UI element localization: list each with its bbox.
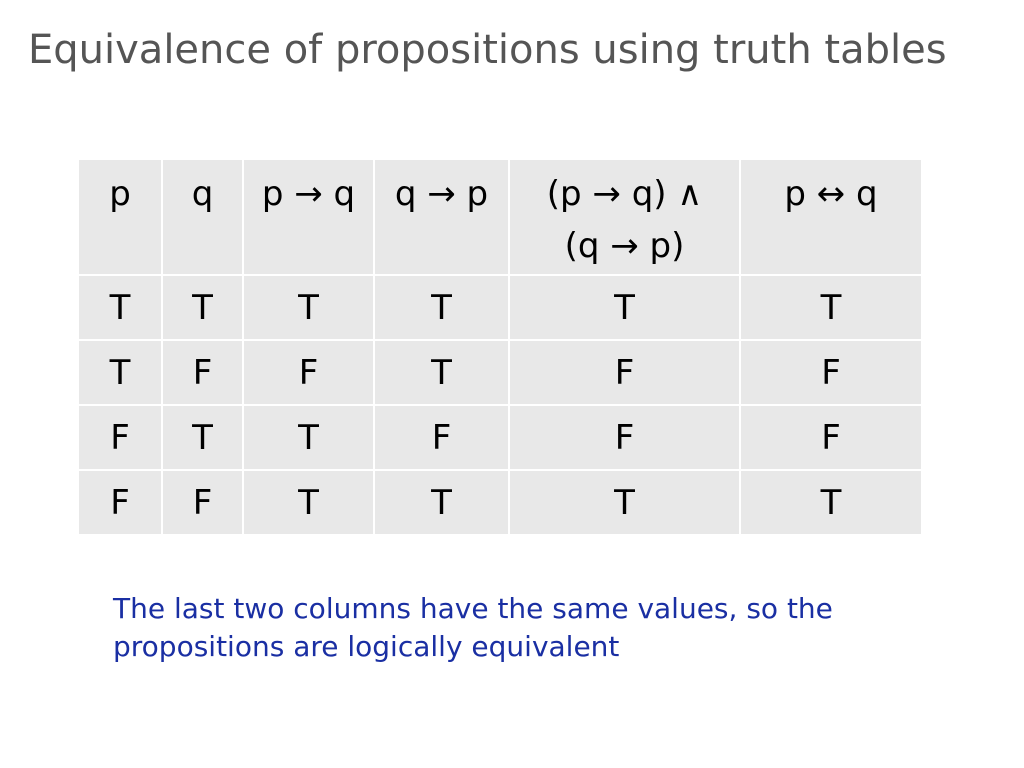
table-cell: T <box>244 471 373 534</box>
column-header-p-implies-q: p → q <box>244 160 373 274</box>
column-header-q: q <box>163 160 242 274</box>
column-header-conjunction: (p → q) ∧ (q → p) <box>510 160 739 274</box>
table-cell: T <box>375 341 508 404</box>
table-cell: T <box>741 471 921 534</box>
column-header-biconditional: p ↔ q <box>741 160 921 274</box>
table-cell: T <box>375 471 508 534</box>
table-cell: T <box>79 341 161 404</box>
table-cell: F <box>79 471 161 534</box>
table-cell: T <box>79 276 161 339</box>
table-row <box>79 406 921 469</box>
table-cell: T <box>163 276 242 339</box>
table-cell: T <box>510 276 739 339</box>
table-cell: T <box>741 276 921 339</box>
table-cell: F <box>741 341 921 404</box>
table-header-row <box>79 160 921 274</box>
column-header-q-implies-p: q → p <box>375 160 508 274</box>
truth-table <box>77 158 923 536</box>
table-row <box>79 341 921 404</box>
table-row <box>79 471 921 534</box>
table-cell: T <box>244 406 373 469</box>
table-cell: T <box>510 471 739 534</box>
table-cell: F <box>79 406 161 469</box>
table-cell: T <box>244 276 373 339</box>
slide-title: Equivalence of propositions using truth tables <box>28 27 947 73</box>
table-row <box>79 276 921 339</box>
table-cell: F <box>163 471 242 534</box>
table-cell: F <box>741 406 921 469</box>
table-cell: F <box>163 341 242 404</box>
table-cell: F <box>375 406 508 469</box>
table-cell: F <box>244 341 373 404</box>
column-header-p: p <box>79 160 161 274</box>
table-cell: T <box>375 276 508 339</box>
table-cell: F <box>510 341 739 404</box>
table-cell: T <box>163 406 242 469</box>
conclusion-note: The last two columns have the same values, so the propositions are logically equivalent <box>113 592 833 663</box>
table-cell: F <box>510 406 739 469</box>
